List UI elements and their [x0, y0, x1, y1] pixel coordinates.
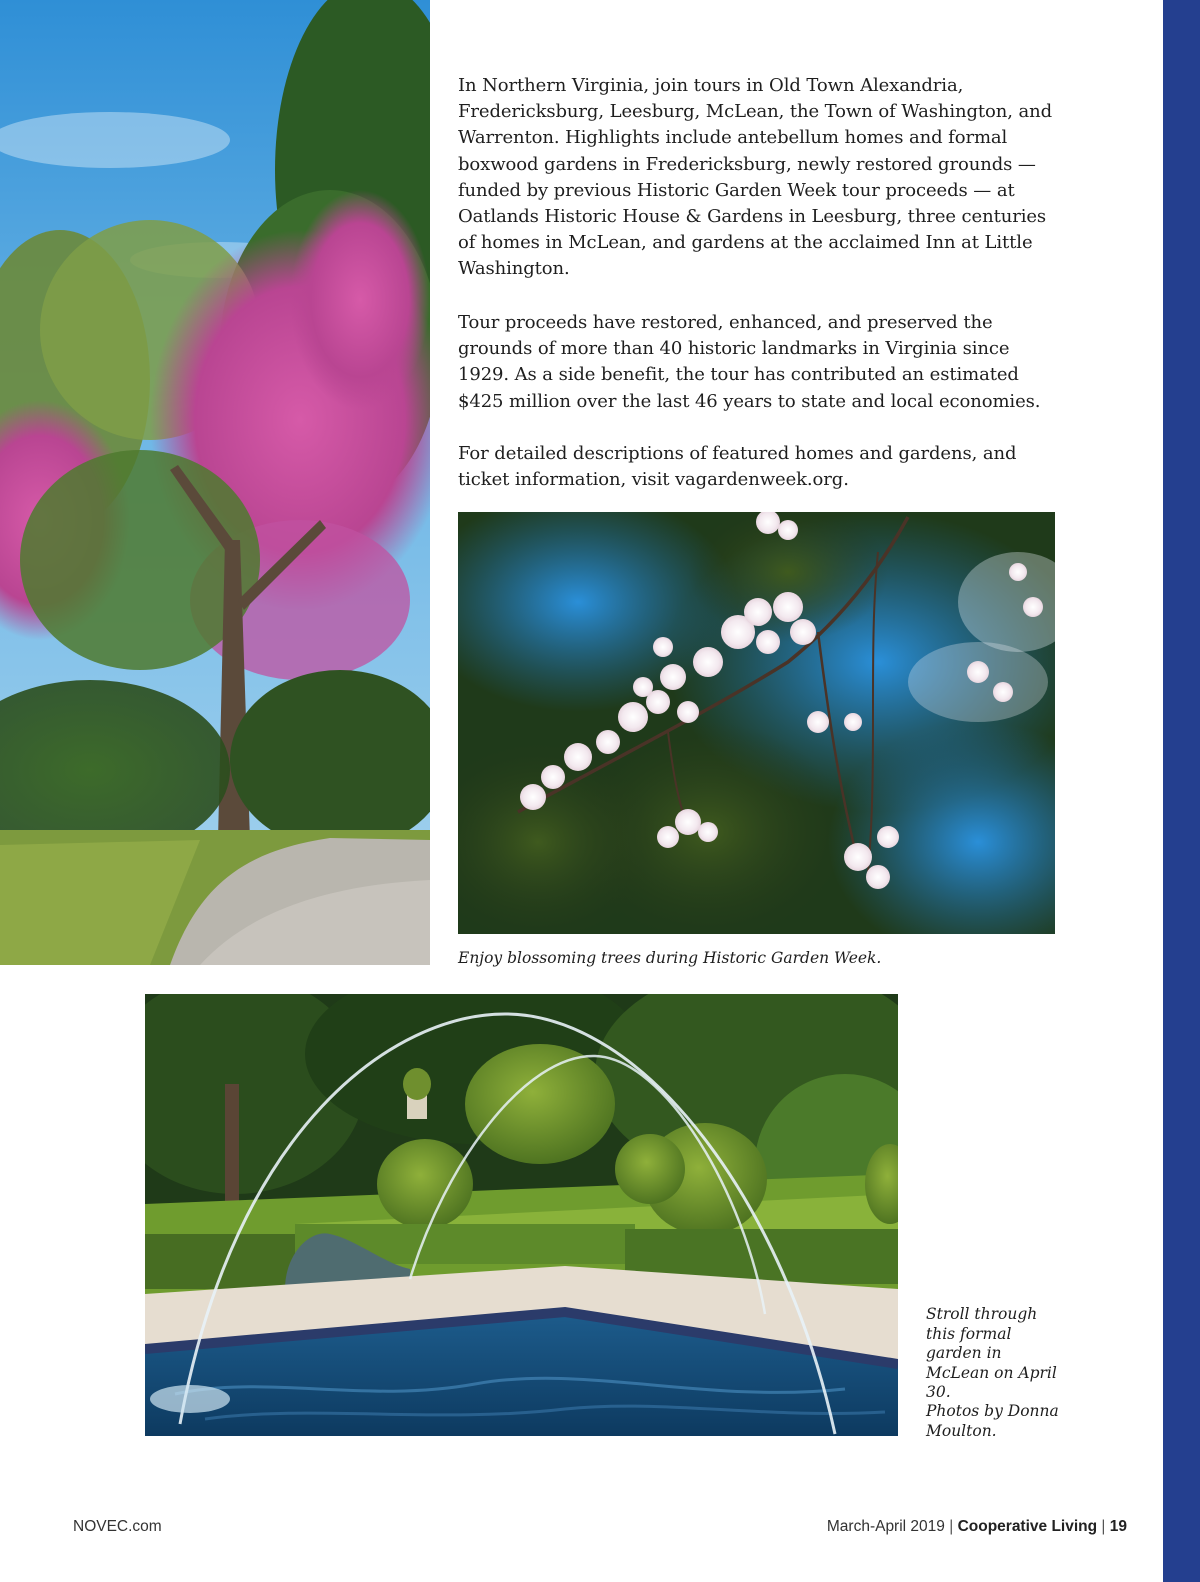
photo-credit: Photos by Donna Moulton. [926, 1402, 1059, 1440]
footer-site-link[interactable]: NOVEC.com [73, 1518, 162, 1535]
caption-blossoming-trees: Enjoy blossoming trees during Historic Garden Week. [458, 949, 882, 967]
article-paragraph-1: In Northern Virginia, join tours in Old Town Alexandria, Fredericksburg, Leesburg, McLean, the Town of Washington, and Warrenton. Highlights include antebellum homes and formal boxwood gardens in Fredericksburg, newly restored grounds — funded by previous Historic Garden Week tour proceeds — at Oatlands Historic House & Gardens in Leesburg, three centuries of homes in McLean, and gardens at the acclaimed Inn at Little Washington. [458, 75, 1053, 280]
footer-divider: | [949, 1518, 954, 1535]
photo-formal-garden-pool [145, 994, 898, 1436]
article-paragraph-3: For detailed descriptions of featured homes and gardens, and ticket information, visit vagardenweek.org. [458, 443, 1017, 491]
footer-divider: | [1101, 1518, 1106, 1535]
photo-cherry-blossoms [458, 512, 1055, 934]
footer-issue-date: March-April 2019 [826, 1518, 945, 1535]
article-paragraph-2: Tour proceeds have restored, enhanced, and preserved the grounds of more than 40 historic landmarks in Virginia since 1929. As a side benefit, the tour has contributed an estimated $425 million over the last 46 years to state and local economies. [458, 312, 1041, 412]
caption-formal-garden: Stroll through this formal garden in McLean on April 30. [926, 1305, 1057, 1401]
photo-redbud-tree-path [0, 0, 430, 965]
footer-publication-name: Cooperative Living [957, 1518, 1098, 1535]
footer-issue-info [827, 1518, 1127, 1536]
accent-band [1163, 0, 1200, 1582]
page-number: 19 [1109, 1518, 1127, 1535]
